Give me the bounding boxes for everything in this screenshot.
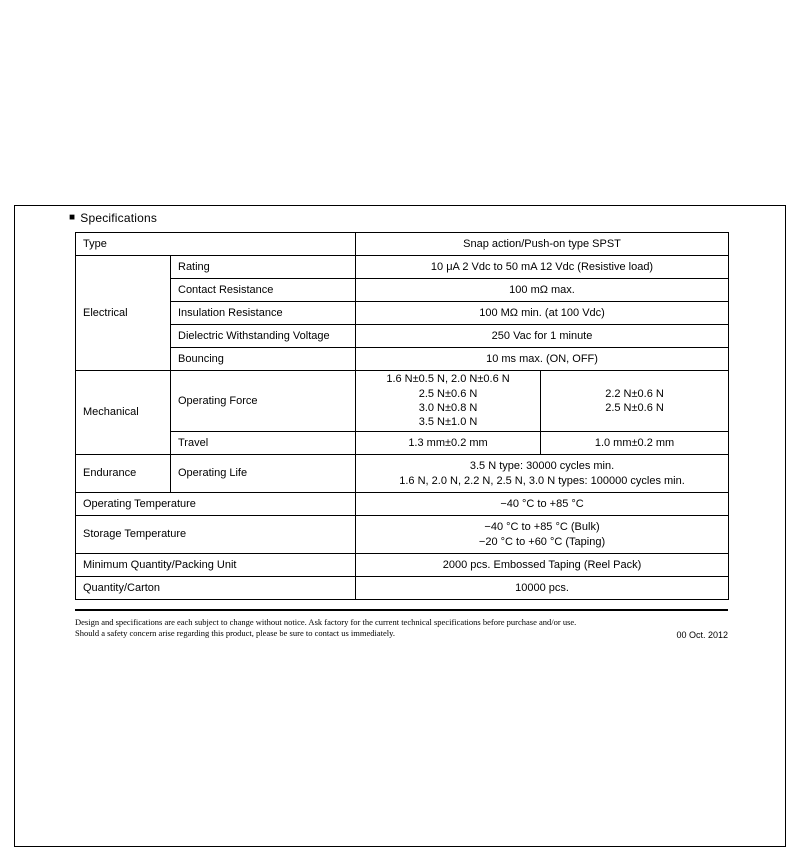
- rating-value: 10 μA 2 Vdc to 50 mA 12 Vdc (Resistive load): [356, 256, 729, 279]
- storage-temperature-label: Storage Temperature: [76, 516, 356, 554]
- operating-force-right-line: 2.2 N±0.6 N: [605, 387, 664, 400]
- dielectric-withstanding-voltage-value: 250 Vac for 1 minute: [356, 325, 729, 348]
- specifications-heading-label: Specifications: [80, 211, 158, 225]
- contact-resistance-label: Contact Resistance: [171, 279, 356, 302]
- table-row: [76, 554, 729, 577]
- operating-life-value: [356, 455, 729, 493]
- type-label: Type: [76, 233, 356, 256]
- operating-force-left-line: 1.6 N±0.5 N, 2.0 N±0.6 N: [386, 373, 510, 386]
- operating-force-left-line: 2.5 N±0.6 N: [418, 387, 478, 400]
- specifications-table: [75, 232, 729, 600]
- operating-temperature-label: Operating Temperature: [76, 493, 356, 516]
- bouncing-value: 10 ms max. (ON, OFF): [356, 348, 729, 371]
- quantity-carton-value: 10000 pcs.: [356, 577, 729, 600]
- footer-row: [75, 617, 728, 640]
- travel-right-value: 1.0 mm±0.2 mm: [541, 432, 729, 455]
- table-row: [76, 371, 729, 432]
- operating-force-right-values: [541, 371, 729, 432]
- operating-life-line: 3.5 N type: 30000 cycles min.: [469, 460, 615, 473]
- bouncing-label: Bouncing: [171, 348, 356, 371]
- operating-force-left-values: [356, 371, 541, 432]
- operating-force-left-line: 3.5 N±1.0 N: [418, 416, 478, 429]
- specifications-heading: [69, 211, 728, 225]
- operating-life-line: 1.6 N, 2.0 N, 2.2 N, 2.5 N, 3.0 N types: 100000 cycles min.: [399, 474, 685, 487]
- datasheet-content: [69, 211, 728, 640]
- table-row: [76, 233, 729, 256]
- type-value: Snap action/Push-on type SPST: [356, 233, 729, 256]
- electrical-group-label: Electrical: [76, 256, 171, 371]
- storage-temperature-value: [356, 516, 729, 554]
- operating-force-right-line: 2.5 N±0.6 N: [605, 402, 664, 414]
- operating-force-left-line: 3.0 N±0.8 N: [418, 402, 478, 414]
- dielectric-withstanding-voltage-label: Dielectric Withstanding Voltage: [171, 325, 356, 348]
- travel-label: Travel: [171, 432, 356, 455]
- table-row: [76, 348, 729, 371]
- table-row: [76, 432, 729, 455]
- table-row: [76, 256, 729, 279]
- storage-temperature-line: −20 °C to +60 °C (Taping): [478, 535, 606, 548]
- contact-resistance-value: 100 mΩ max.: [356, 279, 729, 302]
- table-row: [76, 279, 729, 302]
- quantity-carton-label: Quantity/Carton: [76, 577, 356, 600]
- insulation-resistance-label: Insulation Resistance: [171, 302, 356, 325]
- table-row: [76, 302, 729, 325]
- endurance-group-label: Endurance: [76, 455, 171, 493]
- table-row: [76, 325, 729, 348]
- table-row: [76, 577, 729, 600]
- insulation-resistance-value: 100 MΩ min. (at 100 Vdc): [356, 302, 729, 325]
- table-row: [76, 516, 729, 554]
- minimum-quantity-value: 2000 pcs. Embossed Taping (Reel Pack): [356, 554, 729, 577]
- revision-date: 00 Oct. 2012: [676, 629, 728, 640]
- rating-label: Rating: [171, 256, 356, 279]
- operating-temperature-value: −40 °C to +85 °C: [356, 493, 729, 516]
- storage-temperature-line: −40 °C to +85 °C (Bulk): [484, 521, 600, 534]
- travel-left-value: 1.3 mm±0.2 mm: [356, 432, 541, 455]
- operating-life-label: Operating Life: [171, 455, 356, 493]
- table-row: [76, 455, 729, 493]
- disclaimer-line-1: Design and specifications are each subject to change without notice. Ask factory for the current technical specifications before purchase and/or use.: [75, 617, 577, 627]
- disclaimer-line-2: Should a safety concern arise regarding this product, please be sure to contact us immediately.: [75, 628, 395, 639]
- minimum-quantity-label: Minimum Quantity/Packing Unit: [76, 554, 356, 577]
- section-square-icon: ■: [69, 212, 76, 223]
- mechanical-group-label: Mechanical: [76, 371, 171, 455]
- operating-force-label: Operating Force: [171, 371, 356, 432]
- disclaimer-text: [75, 617, 576, 640]
- table-row: [76, 493, 729, 516]
- table-bottom-rule: [75, 609, 728, 611]
